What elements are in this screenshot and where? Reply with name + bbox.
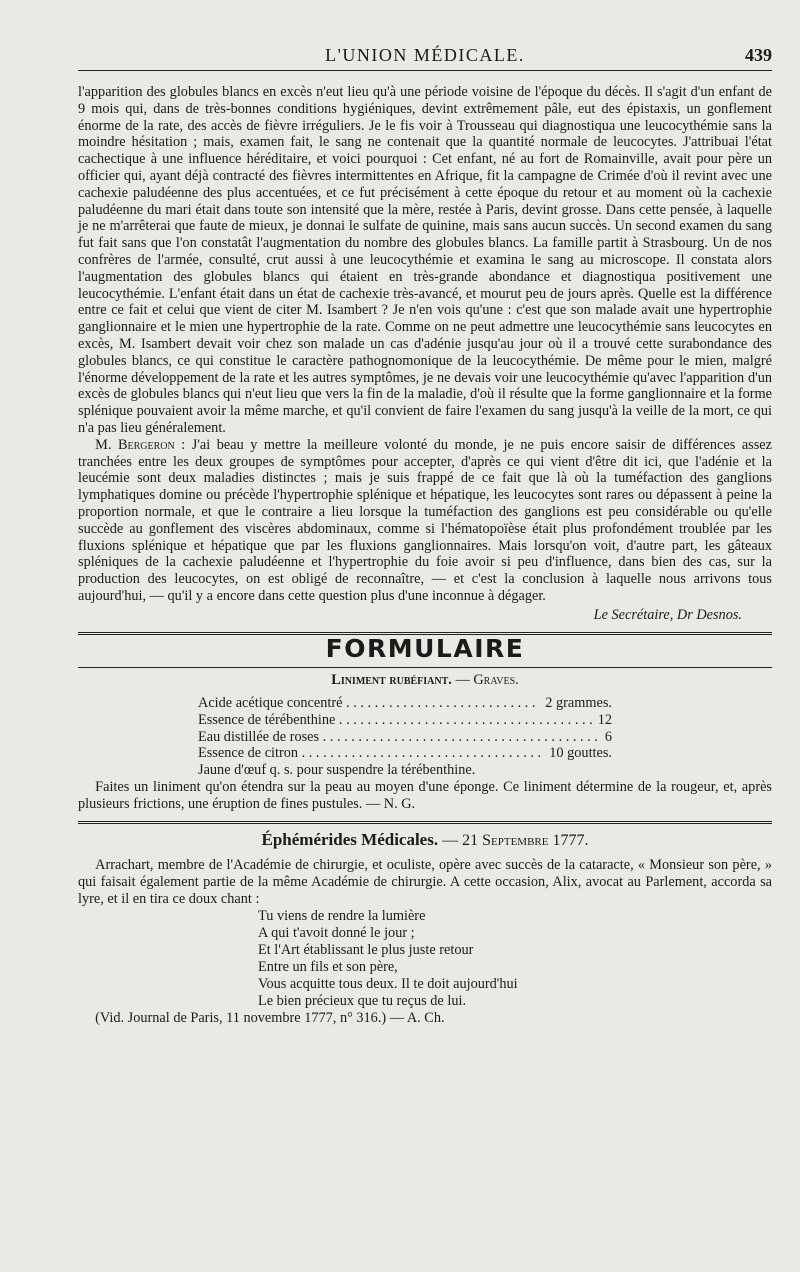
- verse-line: Tu viens de rendre la lumière: [258, 907, 426, 924]
- ingredient-row: Essence de térébenthine . . . 12: [78, 712, 772, 729]
- section-divider: [78, 667, 772, 668]
- running-title: L'UNION MÉDICALE.: [325, 45, 525, 65]
- ingredient-row: Eau distillée de roses . . . 6: [78, 729, 772, 746]
- page-body: [78, 84, 772, 1027]
- verse: [78, 908, 772, 1010]
- ephemerides-heading: Éphémérides Médicales.: [261, 829, 439, 849]
- section-divider: [78, 821, 772, 824]
- speaker-text: J'ai beau y mettre la meilleure volonté du monde, je ne puis encore saisir de différences assez tranchées entre les deux groupes de symptômes pour accepter, d'après ce qui vient d'être dit ici, que l'adénie et la leucémie sont deux maladies distinctes ; mais je suis frappé de ce fait que là où la tuméfaction des ganglions lymphatiques domine ou précède l'hypertrophie splénique et hépatique, les leucocytes sont rares ou dépassent à peine la proportion normale, et que le contraire a lieu lorsque la tuméfaction des ganglions est peu considérable ou qu'elle succède au gonflement des viscères abdominaux, comme si l'hématopoïèse était plus profondément troublée par les fluxions splénique et hépatique que par les fluxions ganglionnaires. Mais lorsqu'on voit, d'autre part, les gâteaux spléniques de la cachexie paludéenne et l'hypertrophie du foie avoir si peu d'influence, dans bien des cas, sur la production des leucocytes, on est obligé de reconnaître, — et c'est la conclusion à laquelle nous arrivons tous aujourd'hui, — qu'il y a encore dans cette question plus d'une inconnue à dégager.: [78, 436, 772, 604]
- ephemerides-text: Arrachart, membre de l'Académie de chirurgie, et oculiste, opère avec succès de la cataracte, « Monsieur son père, » qui faisait également partie de la même Académie de chirurgie. A cette occasion, Alix, avocat au Parlement, accorda sa lyre, et il en tira ce doux chant :: [78, 857, 772, 908]
- signature: Le Secrétaire, Dr Desnos.: [593, 606, 742, 623]
- page-header: [78, 40, 772, 71]
- ingredient-row: Acide acétique concentré . . . 2 grammes.: [78, 695, 772, 712]
- ephemerides-title: [78, 829, 772, 850]
- recipe-title: [78, 672, 772, 689]
- verse-line: Le bien précieux que tu reçus de lui.: [258, 992, 467, 1009]
- verse-line: Vous acquitte tous deux. Il te doit aujourd'hui: [258, 975, 518, 992]
- recipe-yolk: Jaune d'œuf q. s. pour suspendre la térébenthine.: [198, 762, 476, 779]
- paragraph-intro: l'apparition des globules blancs en excès n'eut lieu qu'à une période voisine de l'époque du décès. Il s'agit d'un enfant de 9 mois qui, dans de très-bonnes conditions hygiéniques, devint extrêmement pâle, eut des épistaxis, un gonflement énorme de la rate, des accès de fièvre irréguliers. Je le fis voir à Trousseau qui diagnostiqua une leucocythémie sans la moindre hésitation ; mais, examen fait, le sang ne contenait que la quantité normale de leucocytes. J'attribuai l'état cachectique à une influence héréditaire, et voici pourquoi : Cet enfant, né au fort de Romainville, avait pour père un officier qui, ayant déjà contracté des fièvres intermittentes en Afrique, fit la campagne de Crimée d'où il revint avec une cachexie paludéenne des plus accentuées, et ce fut précisément à cette époque du retour et au moment où la cachexie paludéenne du mari était dans toute son intensité que la mère, restée à Paris, devint grosse. Dans cette pensée, à laquelle je ne m'arrêterai que faute de mieux, je donnai le sulfate de quinine, mais sans aucun succès. Un second examen du sang fut fait sans que l'on constatât l'augmentation du nombre des globules blancs. La famille partit à Strasbourg. Un de nos confrères de l'armée, consulté, crut aussi à une leucocythémie et examina le sang au microscope. Il constata alors l'augmentation des globules blancs qui étaient en très-grande abondance et diagnostiqua positivement une leucocythémie. L'enfant était dans un état de cachexie très-avancé, et mourut peu de jours après. Quelle est la différence entre ce fait et celui que vient de citer M. Isambert ? Je n'en vois qu'une : c'est que son malade avait une hypertrophie ganglionnaire et le mien une hypertrophie de la rate. Comme on ne peut admettre une leucocythémie sans leucocytes en excès, M. Isambert devait voir chez son malade un cas d'adénie jusqu'au jour où il a trouvé cette surabondance des globules blancs, ce qui constitue le caractère pathognomonique de la leucocythémie. De même pour le mien, malgré l'énorme développement de la rate et les autres symptômes, je ne devais voir une leucocythémie qu'avec l'apparition d'un excès de globules blancs qui n'eut lieu que vers la fin de la maladie, d'où il résulte que la forme ganglionnaire et la forme splénique pouvaient avoir la même marche, et qu'il convient de faire l'examen du sang jusqu'à la veille de la mort, ce qui n'a pas lieu généralement.: [78, 84, 772, 436]
- section-title-formulaire: FORMULAIRE: [325, 633, 525, 663]
- recipe-author: — Graves.: [455, 672, 519, 689]
- verse-line: Et l'Art établissant le plus juste retour: [258, 941, 474, 958]
- verse-line: A qui t'avoit donné le jour ;: [258, 924, 415, 941]
- verse-line: Entre un fils et son père,: [258, 958, 398, 975]
- recipe-instructions: Faites un liniment qu'on étendra sur la peau au moyen d'une éponge. Ce liniment détermine de la rougeur, et, après plusieurs frictions, une éruption de fines pustules. — N. G.: [78, 779, 772, 812]
- page-number: 439: [745, 45, 772, 65]
- ephemerides-date: — 21 Septembre 1777.: [442, 831, 589, 849]
- speaker-name: M. Bergeron :: [95, 436, 186, 453]
- recipe-name: Liniment rubéfiant.: [331, 672, 452, 689]
- ingredient-row: Essence de citron . . . 10 gouttes.: [78, 745, 772, 762]
- paragraph-bergeron: [78, 437, 772, 605]
- ephemerides-source: (Vid. Journal de Paris, 11 novembre 1777, n° 316.) — A. Ch.: [95, 1009, 445, 1026]
